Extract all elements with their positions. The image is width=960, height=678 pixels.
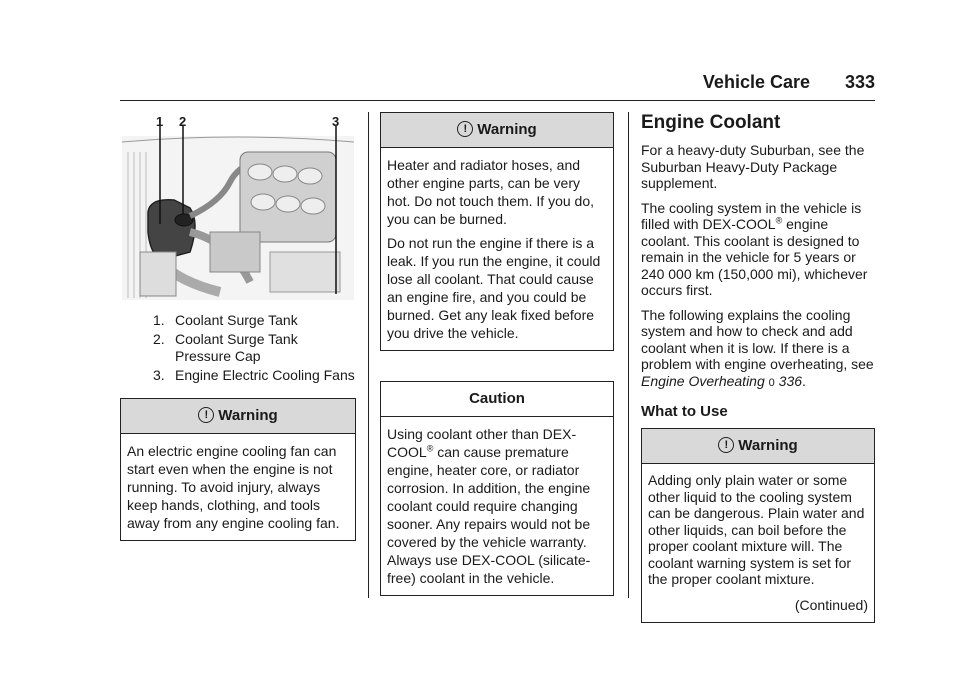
section-title: Engine Coolant	[641, 112, 781, 133]
caution-box	[380, 381, 614, 596]
engine-figure	[120, 112, 356, 304]
warning-box-hot	[380, 112, 614, 351]
warning-icon: !	[718, 437, 734, 453]
paragraph: For a heavy-duty Suburban, see the Suburban Heavy-Duty Package supplement.	[641, 142, 865, 191]
caution-header: Caution	[381, 382, 613, 417]
continued-label: (Continued)	[794, 596, 868, 613]
page-header	[120, 70, 875, 101]
column-left	[120, 112, 356, 541]
column-divider	[368, 112, 369, 598]
warning-icon: !	[457, 121, 473, 137]
legend-item: 3. Engine Electric Cooling Fans	[153, 367, 355, 383]
column-divider	[628, 112, 629, 598]
warning-body: An electric engine cooling fan can start even when the engine is not running. To avoid injury, always keep hands, clothing, and tools away from any engine cooling fan.	[127, 443, 340, 531]
xref-page[interactable]: 336	[778, 372, 803, 389]
legend-item: 1. Coolant Surge Tank	[153, 312, 298, 328]
callout-1: 1	[156, 114, 164, 129]
warning-header: ! Warning	[381, 113, 613, 148]
warning-box-water	[641, 428, 875, 623]
warning-box-fan	[120, 398, 356, 541]
column-right	[641, 112, 875, 623]
caution-body: Using coolant other than DEX-COOL® can cause premature engine, heater core, or radiator corrosion. In addition, the engine coolant could require changing sooner. Any repairs would not be covered by the vehicle warranty. Always use DEX-COOL (silicate-free) coolant in the vehicle.	[387, 426, 591, 586]
callout-2: 2	[179, 114, 187, 129]
warning-header: ! Warning	[121, 399, 355, 434]
warning-icon: !	[198, 407, 214, 423]
figure-legend	[120, 312, 356, 384]
warning-body: Heater and radiator hoses, and other engine parts, can be very hot. Do not touch them. If you do, you can be burned. Do not run the engine if there is a leak. If you run the engine, it could lose all coolant. That could cause an engine fire, and you could be burned. Get any leak fixed before you drive the vehicle.	[387, 157, 601, 341]
paragraph: The cooling system in the vehicle is filled with DEX-COOL® engine coolant. This coolant is designed to remain in the vehicle for 5 years or 240 000 km (150,000 mi), whichever occurs first.	[641, 199, 868, 298]
column-middle	[380, 112, 614, 596]
paragraph: The following explains the cooling system and how to check and add coolant when it is low. If there is a problem with engine overheating, see Engine Overheating 0 336.	[641, 306, 874, 389]
legend-item: 2. Coolant Surge Tank Pressure Cap	[153, 331, 298, 364]
warning-body: Adding only plain water or some other liquid to the cooling system can be dangerous. Plain water and other liquids, can boil before the proper coolant mixture will. The coolant warning system is set for the proper coolant mixture. (Continued)	[648, 472, 868, 613]
warning-header: ! Warning	[642, 429, 874, 464]
callout-3: 3	[332, 114, 340, 129]
header-title: Vehicle Care	[702, 72, 810, 92]
page-number: 333	[844, 72, 875, 92]
page-ref-icon: 0	[768, 376, 775, 389]
subheading: What to Use	[641, 403, 728, 420]
engine-illustration	[120, 112, 356, 304]
xref-link[interactable]: Engine Overheating	[641, 372, 765, 389]
